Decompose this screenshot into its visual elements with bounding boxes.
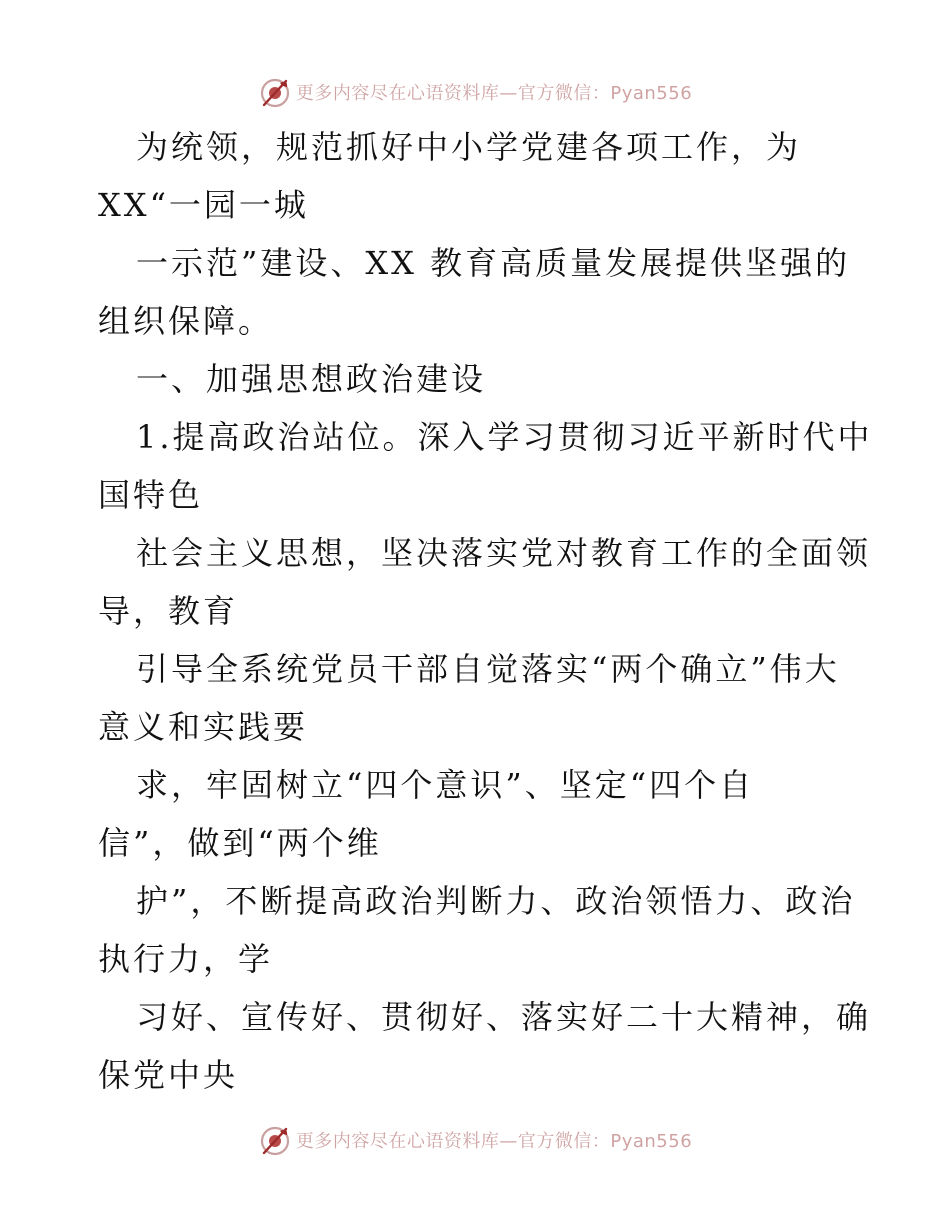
section-heading: 一、加强思想政治建设 (136, 360, 487, 398)
quill-logo-icon (258, 1123, 292, 1157)
text-line: 信”，做到“两个维 (98, 824, 382, 862)
text-line: 社会主义思想，坚决落实党对教育工作的全面领 (136, 534, 872, 572)
text-line: 国特色 (98, 476, 204, 514)
text-line: 1.提高政治站位。深入学习贯彻习近平新时代中 (136, 418, 873, 456)
footer-watermark (0, 1120, 950, 1160)
text-line: 习好、宣传好、贯彻好、落实好二十大精神，确 (136, 998, 872, 1036)
text-line: 导，教育 (98, 592, 239, 630)
text-line: 为统领，规范抓好中小学党建各项工作，为 (136, 128, 802, 166)
text-line: 护”，不断提高政治判断力、政治领悟力、政治 (136, 882, 856, 920)
text-line: 组织保障。 (98, 302, 274, 340)
watermark-text: 更多内容尽在心语资料库—官方微信：Pyan556 (295, 1131, 693, 1152)
text-line: 引导全系统党员干部自觉落实“两个确立”伟大 (136, 650, 840, 688)
text-line: XX“一园一城 (98, 186, 309, 224)
text-line: 求，牢固树立“四个意识”、坚定“四个自 (136, 766, 755, 804)
text-line: 意义和实践要 (98, 708, 309, 746)
text-line: 保党中央 (98, 1056, 239, 1094)
quill-logo-icon (258, 75, 292, 109)
header-watermark (0, 72, 950, 112)
watermark-text: 更多内容尽在心语资料库—官方微信：Pyan556 (295, 83, 693, 104)
text-line: 执行力，学 (98, 940, 274, 978)
text-line: 一示范”建设、XX 教育高质量发展提供坚强的 (136, 244, 851, 282)
